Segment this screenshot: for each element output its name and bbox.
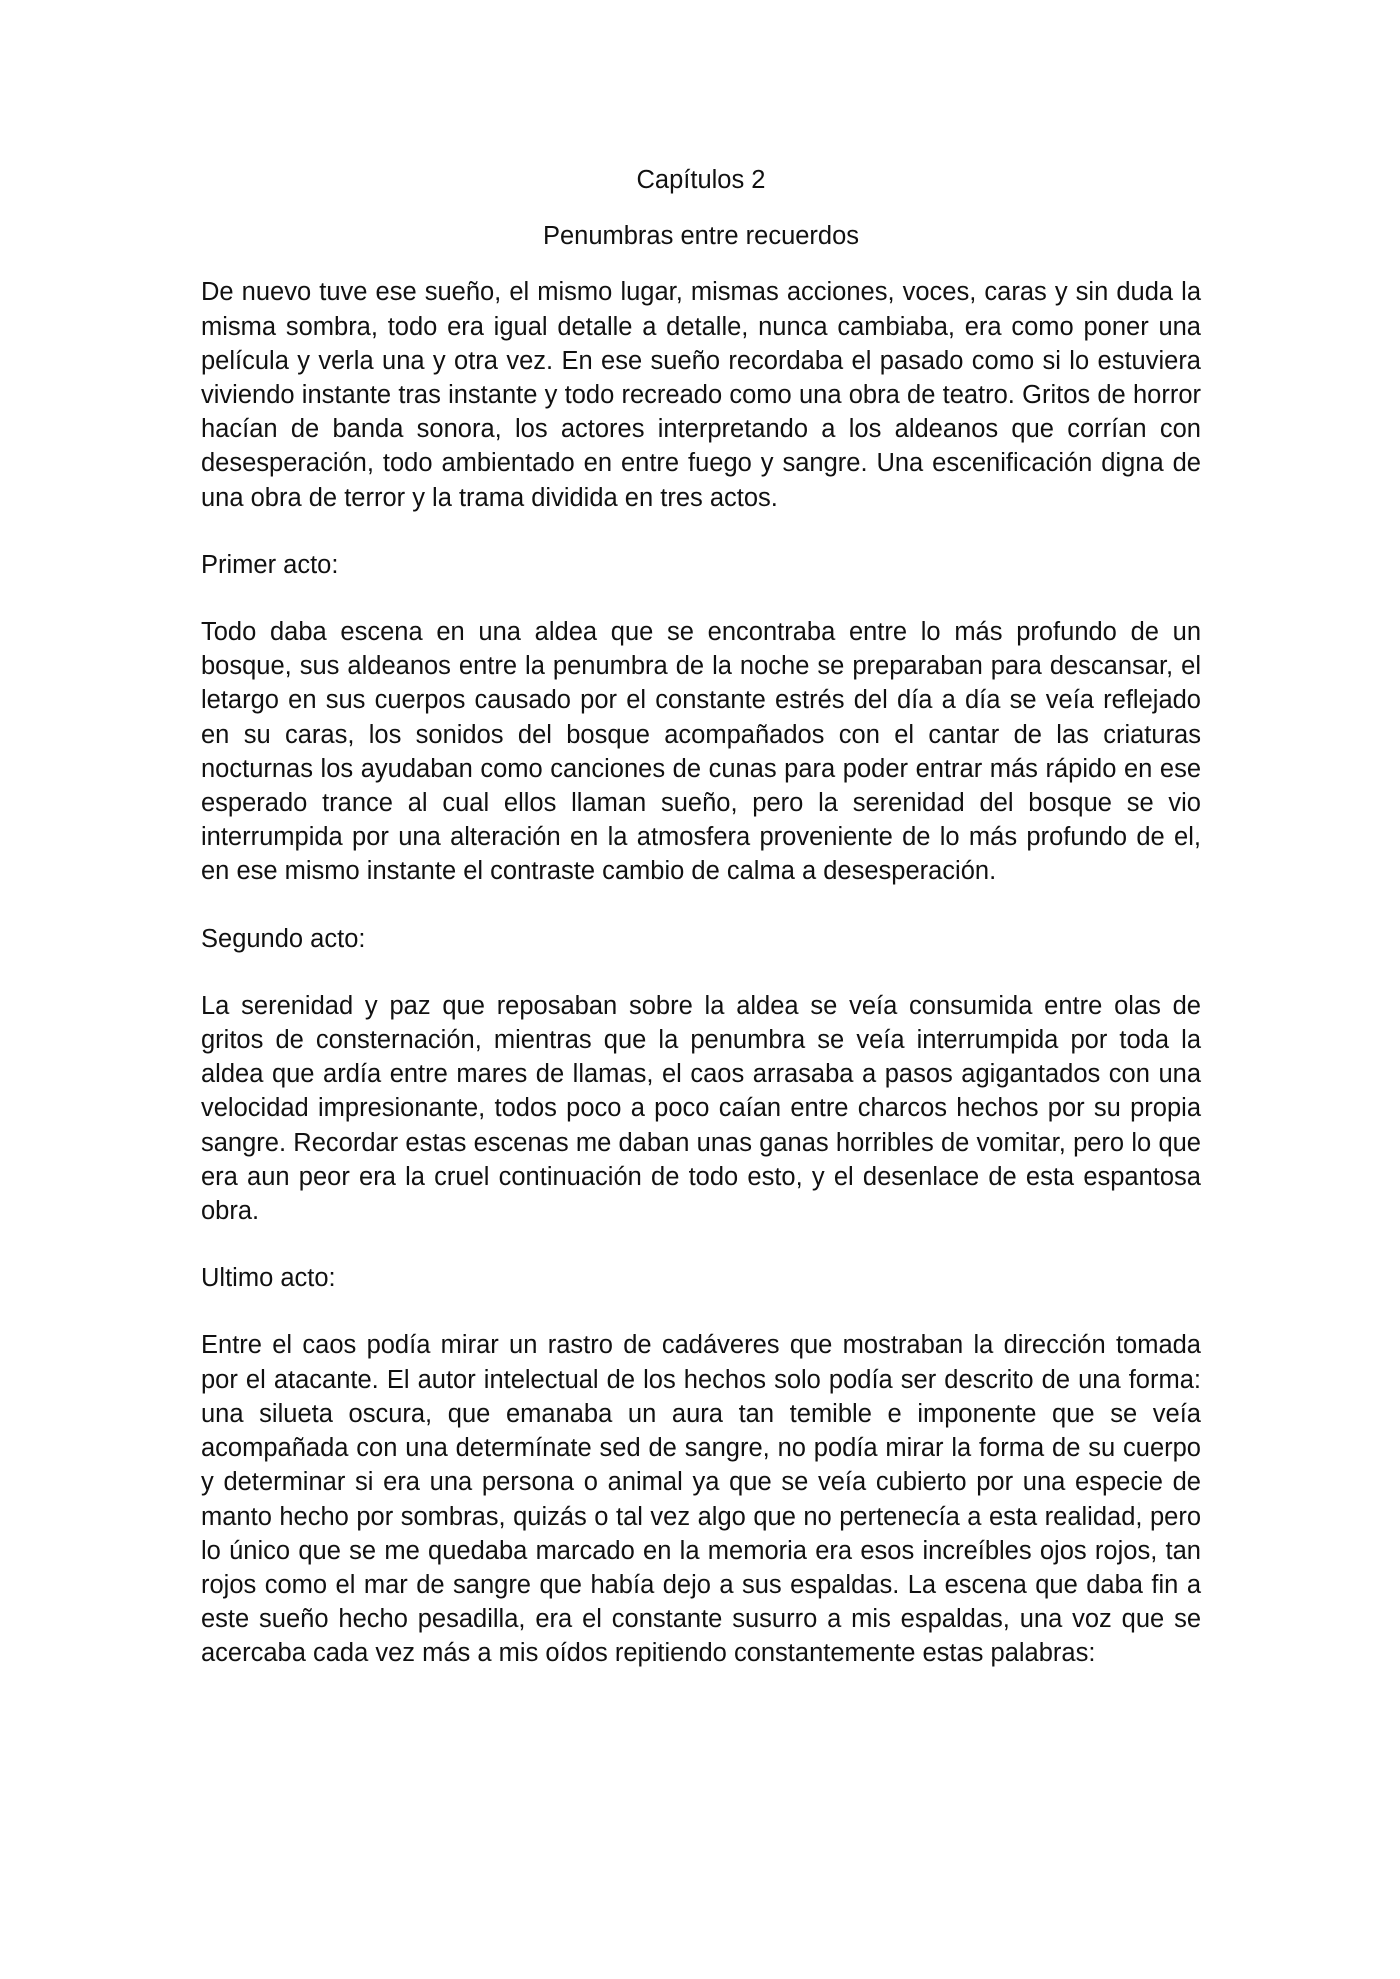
act1-paragraph: Todo daba escena en una aldea que se encontraba entre lo más profundo de un bosque, sus aldeanos entre la penumbra de la noche se preparaban para descansar, el letargo en sus cuerpos causado por el constante estrés del día a día se veía reflejado en su caras, los sonidos del bosque acompañados con el cantar de las criaturas nocturnas los ayudaban como canciones de cunas para poder entrar más rápido en ese esperado trance al cual ellos llaman sueño, pero la serenidad del bosque se vio interrumpida por una alteración en la atmosfera proveniente de lo más profundo de el, en ese mismo instante el contraste cambio de calma a desesperación. — [201, 618, 1201, 886]
intro-paragraph: De nuevo tuve ese sueño, el mismo lugar, mismas acciones, voces, caras y sin duda la misma sombra, todo era igual detalle a detalle, nunca cambiaba, era como poner una película y verla una y otra vez. En ese sueño recordaba el pasado como si lo estuviera viviendo instante tras instante y todo recreado como una obra de teatro. Gritos de horror hacían de banda sonora, los actores interpretando a los aldeanos que corrían con desesperación, todo ambientado en entre fuego y sangre. Una escenificación digna de una obra de terror y la trama dividida en tres actos. — [201, 278, 1201, 512]
act2-label: Segundo acto: — [201, 924, 366, 953]
act2-paragraph: La serenidad y paz que reposaban sobre la aldea se veía consumida entre olas de gritos de consternación, mientras que la penumbra se veía interrumpida por toda la aldea que ardía entre mares de llamas, el caos arrasaba a pasos agigantados con una velocidad impresionante, todos poco a poco caían entre charcos hechos por su propia sangre. Recordar estas escenas me daban unas ganas horribles de vomitar, pero lo que era aun peor era la cruel continuación de todo esto, y el desenlace de esta espantosa obra. — [201, 991, 1201, 1226]
chapter-title: Penumbras entre recuerdos — [542, 222, 860, 251]
act3-label: Ultimo acto: — [201, 1264, 336, 1293]
act3-paragraph: Entre el caos podía mirar un rastro de cadáveres que mostraban la dirección tomada por el atacante. El autor intelectual de los hechos solo podía ser descrito de una forma: una silueta oscura, que emanaba un aura tan temible e imponente que se veía acompañada con una determínate sed de sangre, no podía mirar la forma de su cuerpo y determinar si era una persona o animal ya que se veía cubierto por una especie de manto hecho por sombras, quizás o tal vez algo que no pertenecía a esta realidad, pero lo único que se me quedaba marcado en la memoria era esos increíbles ojos rojos, tan rojos como el mar de sangre que había dejo a sus espaldas. La escena que daba fin a este sueño hecho pesadilla, era el constante susurro a mis espaldas, una voz que se acercaba cada vez más a mis oídos repitiendo constantemente estas palabras: — [201, 1331, 1201, 1668]
chapter-heading: Capítulos 2 — [636, 166, 766, 194]
document-body — [201, 163, 1201, 1704]
act1-label: Primer acto: — [201, 550, 339, 579]
